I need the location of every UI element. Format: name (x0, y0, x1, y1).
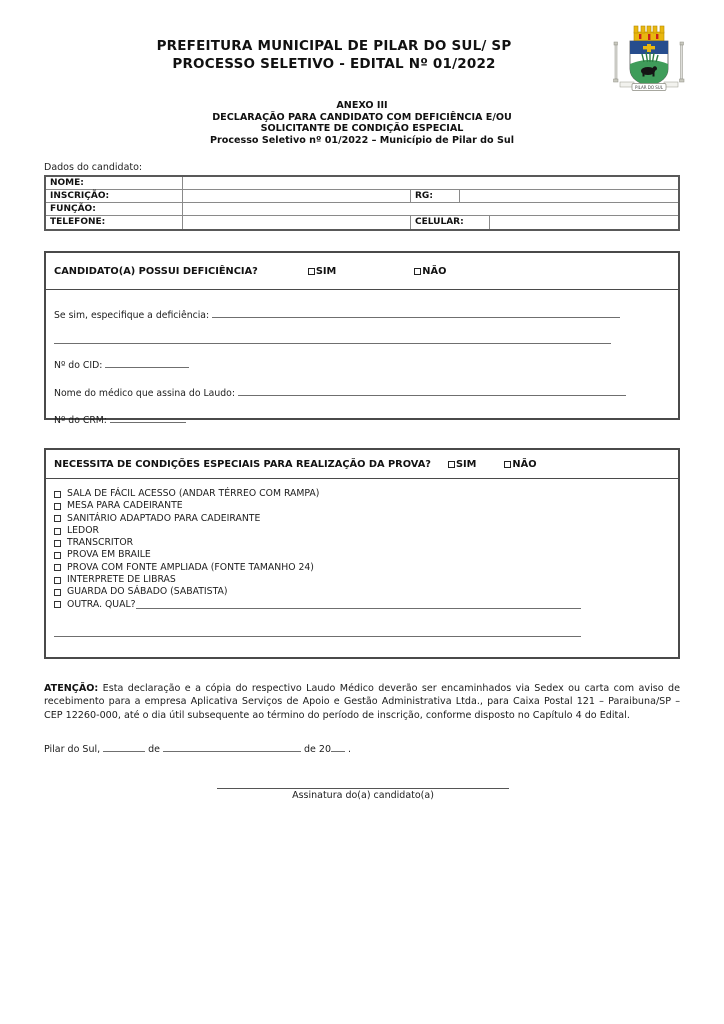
crm-blank-field[interactable] (110, 413, 186, 423)
option-label: SALA DE FÁCIL ACESSO (ANDAR TÉRREO COM RAMPA) (67, 488, 320, 499)
option-checkbox[interactable] (54, 601, 61, 608)
option-label: GUARDA DO SÁBADO (SABATISTA) (67, 586, 228, 598)
date-period: . (347, 744, 352, 755)
cid-blank-field[interactable] (105, 358, 189, 368)
date-of1: de (148, 744, 160, 755)
table-row-inscricao (46, 190, 678, 203)
specify-label: Se sim, especifique a deficiência: (54, 310, 210, 321)
date-year-blank[interactable] (331, 742, 345, 752)
option-checkbox[interactable] (54, 503, 61, 510)
signature-line[interactable] (217, 788, 509, 789)
option-label: INTERPRETE DE LIBRAS (67, 574, 176, 586)
shield (630, 41, 668, 86)
option-label: MESA PARA CADEIRANTE (67, 500, 183, 512)
nao-label: NÃO (512, 458, 537, 470)
annex-line2: DECLARAÇÃO PARA CANDIDATO COM DEFICIÊNCIA E/OU (212, 111, 512, 123)
option-label: LEDOR (67, 524, 99, 536)
option-checkbox[interactable] (54, 577, 61, 584)
signature-label: Assinatura do(a) candidato(a) (292, 790, 434, 801)
rg-field[interactable] (460, 190, 678, 202)
sim-label: SIM (455, 458, 477, 470)
nao-label: NÃO (422, 265, 447, 277)
option-label: SANITÁRIO ADAPTADO PARA CADEIRANTE (67, 512, 261, 524)
date-line (44, 742, 351, 755)
nao-checkbox[interactable] (504, 461, 511, 468)
condition-option[interactable] (54, 513, 670, 525)
doctor-blank-field[interactable] (238, 386, 626, 396)
page-title: PREFEITURA MUNICIPAL DE PILAR DO SUL/ SP (156, 38, 512, 54)
coat-of-arms-icon (606, 24, 692, 98)
specify-blank-field[interactable] (212, 308, 620, 318)
annex-line3: SOLICITANTE DE CONDIÇÃO ESPECIAL (260, 123, 464, 135)
other-blank-field-line2[interactable] (54, 636, 581, 637)
disability-question: CANDIDATO(A) POSSUI DEFICIÊNCIA? (54, 265, 258, 277)
special-conditions-question-row (46, 450, 678, 479)
other-blank-field[interactable] (136, 599, 581, 609)
condition-option[interactable] (54, 562, 670, 574)
option-checkbox[interactable] (54, 528, 61, 535)
rg-label: RG: (411, 190, 460, 202)
nome-field[interactable] (183, 177, 678, 189)
conditions-option-list (54, 488, 670, 611)
date-month-blank[interactable] (163, 742, 301, 752)
table-row-funcao (46, 203, 678, 216)
condition-option[interactable] (54, 549, 670, 561)
inscricao-field[interactable] (183, 190, 411, 202)
table-row-telefone (46, 216, 678, 229)
option-label: OUTRA. QUAL? (67, 598, 136, 610)
disability-yes-option[interactable] (308, 266, 336, 277)
annex-line1: ANEXO III (336, 100, 388, 111)
conditions-yes-option[interactable] (448, 459, 476, 470)
ribbon (620, 82, 678, 91)
specify-blank-field-line2[interactable] (54, 343, 611, 344)
condition-option[interactable] (54, 500, 670, 512)
sim-checkbox[interactable] (448, 461, 455, 468)
date-city-label: Pilar do Sul, (44, 744, 101, 755)
inscricao-label: INSCRIÇÃO: (46, 190, 183, 202)
sim-label: SIM (315, 265, 337, 277)
option-checkbox[interactable] (54, 540, 61, 547)
condition-option[interactable] (54, 574, 670, 586)
doctor-label: Nome do médico que assina do Laudo: (54, 388, 235, 399)
disability-no-option[interactable] (414, 266, 446, 277)
condition-option[interactable] (54, 488, 670, 500)
page-subtitle: PROCESSO SELETIVO - EDITAL Nº 01/2022 (172, 56, 496, 72)
funcao-field[interactable] (183, 203, 678, 215)
special-conditions-section (44, 448, 680, 659)
condition-option-other[interactable] (54, 599, 670, 611)
telefone-field[interactable] (183, 216, 411, 229)
candidate-section-label: Dados do candidato: (44, 162, 143, 173)
sim-checkbox[interactable] (308, 268, 315, 275)
disability-question-row (46, 253, 678, 290)
option-checkbox[interactable] (54, 589, 61, 596)
date-of2: de 20 (304, 744, 331, 755)
annex-heading (44, 100, 680, 146)
candidate-data-table (44, 175, 680, 231)
disability-section (44, 251, 680, 426)
crm-label: Nº do CRM: (54, 415, 107, 426)
celular-field[interactable] (490, 216, 678, 229)
table-row-nome (46, 177, 678, 190)
condition-option[interactable] (54, 537, 670, 549)
option-checkbox[interactable] (54, 552, 61, 559)
attention-text: Esta declaração e a cópia do respectivo Laudo Médico deverão ser encaminhados via Sedex ou carta com aviso de recebimento para a empresa Aplicativa Serviços de Apoio e Gestão Administrativa Ltda., para Caixa Postal 121 – Paraibuna/SP – CEP 12260-000, até o dia útil subsequente ao término do período de inscrição, conforme disposto no Capítulo 4 do Edital. (44, 683, 680, 721)
cid-label: Nº do CID: (54, 360, 103, 371)
option-checkbox[interactable] (54, 491, 61, 498)
option-checkbox[interactable] (54, 515, 61, 522)
attention-paragraph (44, 682, 680, 722)
document-header (84, 37, 584, 73)
option-label: TRANSCRITOR (67, 537, 134, 549)
telefone-label: TELEFONE: (46, 216, 183, 229)
nome-label: NOME: (46, 177, 183, 189)
ribbon-text: PILAR DO SUL (635, 84, 663, 90)
signature-block (217, 788, 509, 801)
celular-label: CELULAR: (411, 216, 490, 229)
funcao-label: FUNÇÃO: (46, 203, 183, 215)
special-conditions-question: NECESSITA DE CONDIÇÕES ESPECIAIS PARA REALIZAÇÃO DA PROVA? (54, 458, 431, 470)
condition-option[interactable] (54, 525, 670, 537)
condition-option[interactable] (54, 586, 670, 598)
nao-checkbox[interactable] (414, 268, 421, 275)
option-label: PROVA COM FONTE AMPLIADA (FONTE TAMANHO 24) (67, 561, 314, 573)
conditions-no-option[interactable] (504, 459, 536, 470)
annex-line4: Processo Seletivo nº 01/2022 – Município de Pilar do Sul (209, 134, 515, 146)
option-checkbox[interactable] (54, 564, 61, 571)
date-day-blank[interactable] (103, 742, 145, 752)
option-label: PROVA EM BRAILE (67, 549, 151, 561)
attention-label: ATENÇÃO: (44, 683, 99, 694)
crown (634, 26, 664, 41)
